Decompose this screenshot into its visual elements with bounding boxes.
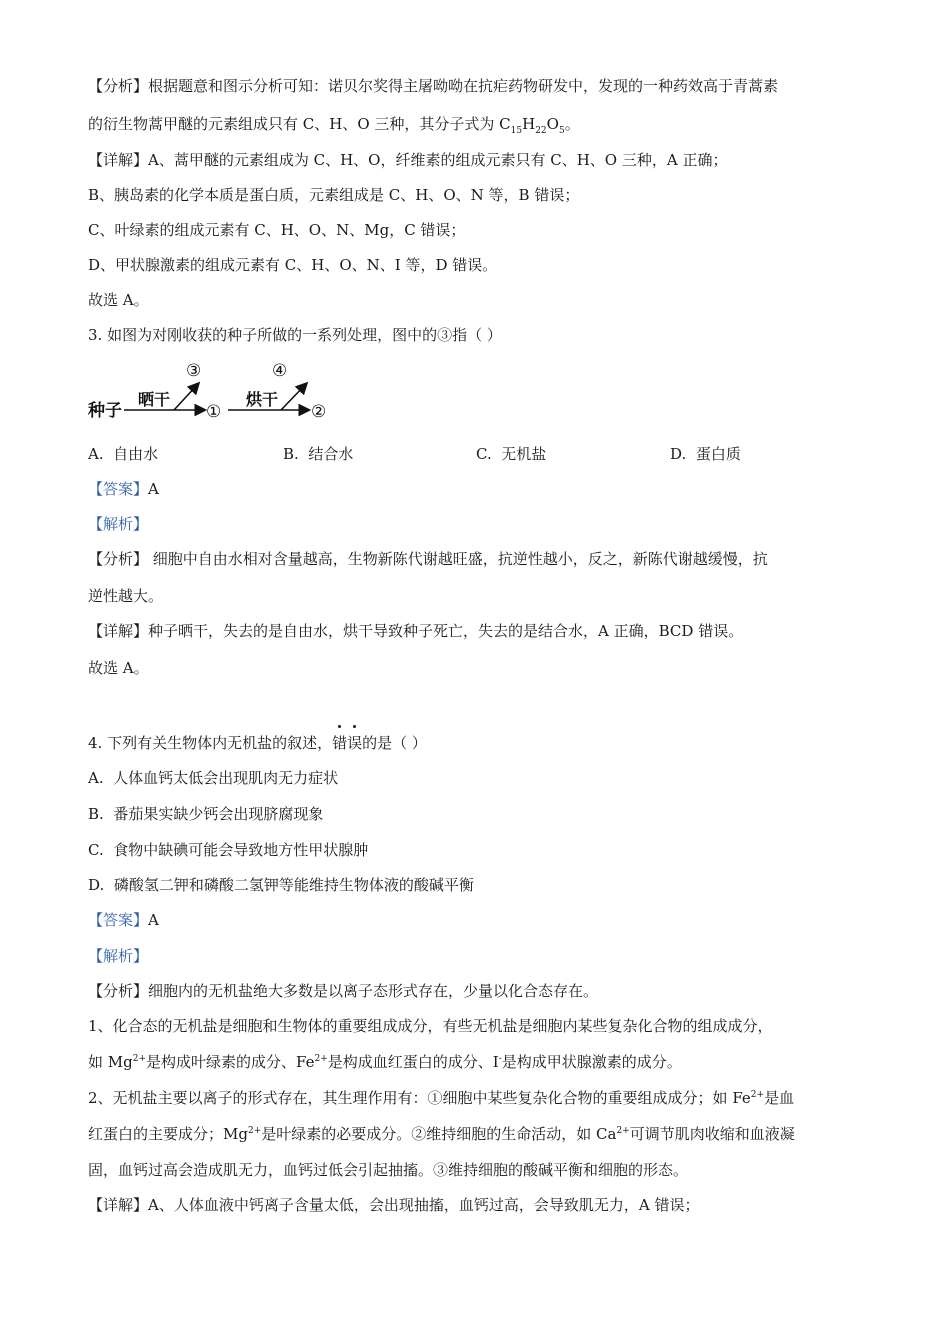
q4-analysis-line-1: 【分析】细胞内的无机盐绝大多数是以离子态形式存在，少量以化合态存在。 — [88, 982, 599, 1000]
q4-detail: 【详解】A、人体血液中钙离子含量太低，会出现抽搐，血钙过高，会导致肌无力，A 错误； — [88, 1196, 700, 1214]
detail-tag: 【详解】 — [88, 1196, 149, 1214]
answer-tag: 【答案】 — [88, 911, 149, 929]
q2-analysis-line-1: 【分析】根据题意和图示分析可知：诺贝尔奖得主屠呦呦在抗疟药物研发中，发现的一种药效高于青蒿素 — [88, 77, 779, 95]
q3-option-d: D. 蛋白质 — [670, 445, 741, 463]
emphasis-char: 错 — [332, 733, 347, 753]
q3-explain-tag: 【解析】 — [88, 515, 149, 533]
analysis-tag: 【分析】 — [88, 550, 149, 568]
arrow-to-3 — [174, 384, 198, 410]
q4-point-1-line-1: 1、化合态的无机盐是细胞和生物体的重要组成成分，有些无机盐是细胞内某些复杂化合物的组成成分， — [88, 1017, 773, 1035]
circle-2-label: ② — [311, 402, 327, 422]
q3-option-b: B. 结合水 — [283, 445, 354, 463]
analysis-tag: 【分析】 — [88, 77, 149, 95]
q3-detail: 【详解】种子晒干，失去的是自由水，烘干导致种子死亡，失去的是结合水，A 正确，BCD 错误。 — [88, 622, 744, 640]
q3-analysis-line-2: 逆性越大。 — [88, 587, 164, 605]
q2-analysis-line-2: 的衍生物蒿甲醚的元素组成只有 C、H、O 三种，其分子式为 $C_{15}H_{22}O_5$。 — [88, 115, 580, 136]
seed-label: 种子 — [88, 401, 122, 421]
detail-tag: 【详解】 — [88, 622, 149, 640]
q3-analysis-line-1: 【分析】 细胞中自由水相对含量越高，生物新陈代谢越旺盛，抗逆性越小，反之，新陈代谢越缓慢，抗 — [88, 550, 768, 568]
emphasis-dot — [353, 725, 356, 728]
seed-processing-diagram — [86, 356, 356, 428]
q2-detail-line-4: D、甲状腺激素的组成元素有 C、H、O、N、I 等，D 错误。 — [88, 256, 498, 274]
detail-tag: 【详解】 — [88, 151, 149, 169]
q3-stem: 3. 如图为对刚收获的种子所做的一系列处理，图中的③指（ ） — [88, 326, 502, 344]
q4-option-c: C. 食物中缺碘可能会导致地方性甲状腺肿 — [88, 841, 369, 859]
q3-option-a: A. 自由水 — [88, 445, 159, 463]
sun-dry-label: 晒干 — [138, 390, 171, 409]
q3-conclusion: 故选 A。 — [88, 659, 149, 677]
q4-point-2-line-1: 2、无机盐主要以离子的形式存在，其生理作用有：①细胞中某些复杂化合物的重要组成成分；如 $Fe^{2+}$是血 — [88, 1089, 795, 1107]
emphasis-dot — [338, 725, 341, 728]
circle-3-label: ③ — [186, 361, 202, 381]
q4-option-b: B. 番茄果实缺少钙会出现脐腐现象 — [88, 805, 324, 823]
q4-point-2-line-3: 固，血钙过高会造成肌无力，血钙过低会引起抽搐。③维持细胞的酸碱平衡和细胞的形态。 — [88, 1161, 689, 1179]
analysis-tag: 【分析】 — [88, 982, 149, 1000]
q2-detail-line-2: B、胰岛素的化学本质是蛋白质，元素组成是 C、H、O、N 等，B 错误； — [88, 186, 580, 204]
q4-stem: 4. 下列有关生物体内无机盐的叙述， 错 误的是（ ） — [88, 733, 427, 753]
q2-detail-line-3: C、叶绿素的组成元素有 C、H、O、N、Mg，C 错误； — [88, 221, 466, 239]
arrow-to-4 — [281, 384, 306, 410]
emphasis-char: 误 — [347, 733, 362, 753]
circle-4-label: ④ — [272, 361, 288, 381]
q4-answer: 【答案】A — [88, 911, 159, 929]
q2-detail-line-1: 【详解】A、蒿甲醚的元素组成为 C、H、O，纤维素的组成元素只有 C、H、O 三种，A 正确； — [88, 151, 728, 169]
q4-explain-tag: 【解析】 — [88, 947, 149, 965]
q4-point-1-line-2: 如 $Mg^{2+}$是构成叶绿素的成分、$Fe^{2+}$是构成血红蛋白的成分、I-是构成甲状腺激素的成分。 — [88, 1053, 682, 1071]
q3-option-c: C. 无机盐 — [476, 445, 547, 463]
q4-option-d: D. 磷酸氢二钾和磷酸二氢钾等能维持生物体液的酸碱平衡 — [88, 876, 474, 894]
q4-option-a: A. 人体血钙太低会出现肌肉无力症状 — [88, 769, 339, 787]
q4-point-2-line-2: 红蛋白的主要成分；$Mg^{2+}$是叶绿素的必要成分。②维持细胞的生命活动，如 $Ca^{2+}$可调节肌肉收缩和血液凝 — [88, 1125, 795, 1143]
circle-1-label: ① — [206, 402, 222, 422]
bake-dry-label: 烘干 — [246, 390, 279, 409]
q2-conclusion: 故选 A。 — [88, 291, 149, 309]
q3-answer: 【答案】A — [88, 480, 159, 498]
answer-tag: 【答案】 — [88, 480, 149, 498]
